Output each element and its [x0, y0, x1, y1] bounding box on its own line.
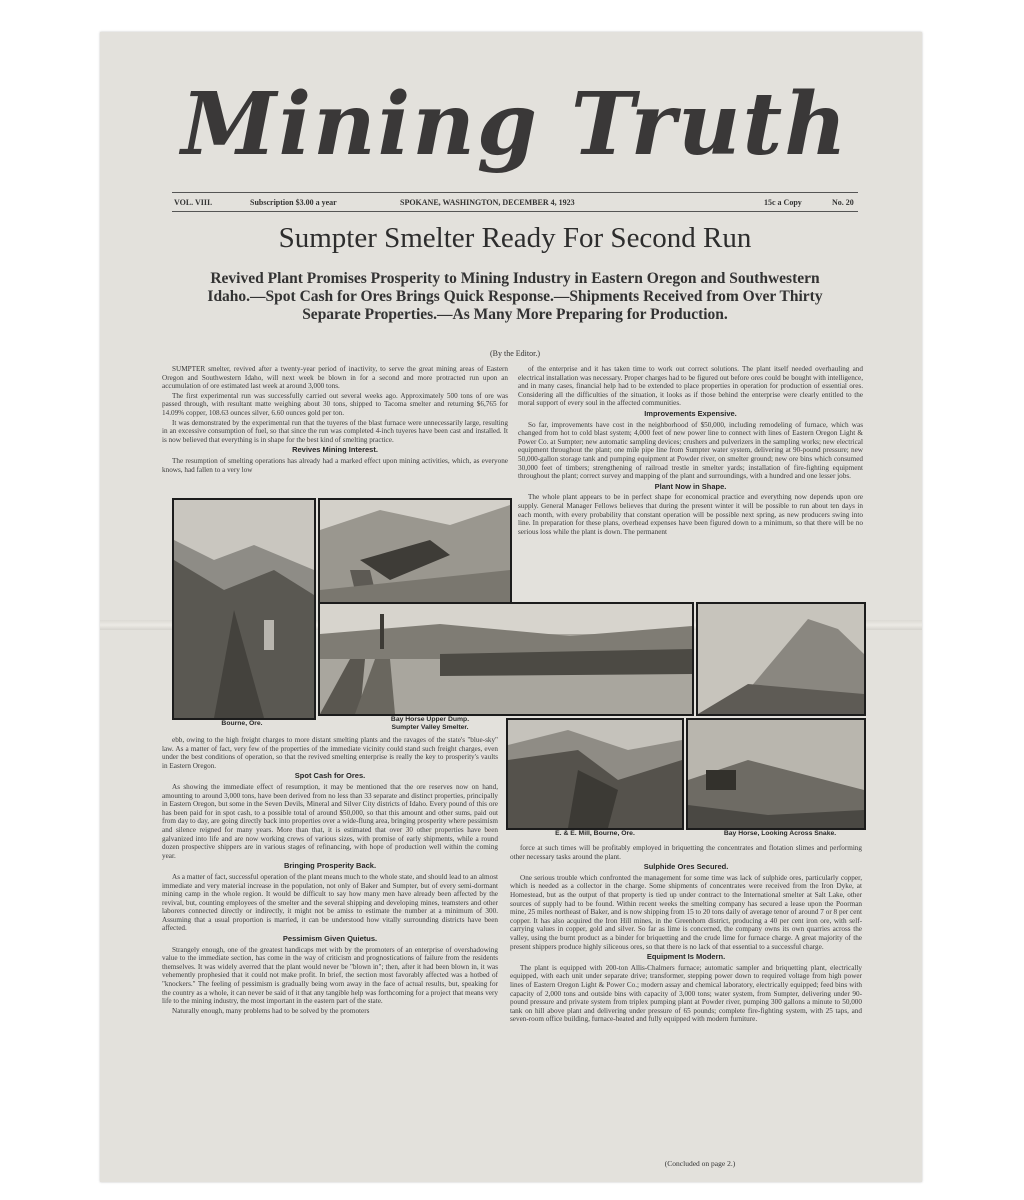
caption-bay-horse-dump: Bay Horse Upper Dump.: [390, 716, 470, 723]
paragraph: The whole plant appears to be in perfect shape for economical practice and everything now depends upon ore supply. General Manager Fellows believes that during the present winter it will be possible to run about ten days in each month, with every probability that constant operation will be possible next spring, as new producers swing into line. In preparation for these plans, overhead expenses have been figured down to a minimum, so that there will be no serious loss while the plant is down. The permanent: [518, 493, 863, 536]
paragraph: So far, improvements have cost in the neighborhood of $50,000, including remodeling of furnace, which was changed from hot to cold blast system; 4,000 feet of new power line to connect with lines of Eastern Oregon Light & Power Co. at Sumpter; new automatic sampling devices; crushers and pulverizers in the sampling works; new electrical equipment throughout the plant; one mile pipe line from Sumpter water system, delivering at 90-pound pressure; new 50,000-gallon storage tank and pumping equipment at Powder river, on smelter ground; new ore bins which consumed 30,000 feet of timbers; strengthening of railroad trestle in smelter yards; installation of fire-fighting equipment throughout the plant; correct survey and mapping of the plant and surroundings, with a hundred and one lesser jobs.: [518, 420, 863, 481]
paragraph: The first experimental run was successfully carried out several weeks ago. Approximately 500 tons of ore was passed through, with resultant matte weighing about 30 tons, shipped to Tacoma smelter and returning $6,765 for 14.09% copper, 108.63 ounces silver, 6.60 ounces gold per ton.: [162, 391, 508, 417]
paragraph: ebb, owing to the high freight charges to more distant smelting plants and the ravages of the state's "blue-sky" law. As a matter of fact, very few of the properties of the immediate vicinity could stand such freight charges, even under the best conditions of operation, so that the revived smelting enterprise is really the key to prosperity's vaults in Eastern Oregon.: [162, 736, 498, 770]
caption-bourne: Bourne, Ore.: [221, 720, 263, 727]
photo-mountain-image: [698, 604, 864, 714]
column-left-lower: [162, 736, 498, 1162]
paragraph: As a matter of fact, successful operation of the plant means much to the whole state, and should lead to an almost immediate and very material increase in the population, not only of Baker and Sumpter, but of every semi-dormant mining camp in the whole region. It would be difficult to say how many men have already been affected by the revival, but, counting employees of the smelter and the several shipping and developing mines, teamsters and other laborers connected directly or indirectly, it might not be amiss to estimate the number at a minimum of 300. Assuming that a usual proportion is married, it can be understood how vitally surrounding districts have been affected.: [162, 872, 498, 933]
paragraph: Naturally enough, many problems had to be solved by the promoters: [172, 1006, 370, 1015]
paragraph: One serious trouble which confronted the management for some time was lack of sulphide ores, particularly copper, which is needed as a collector in the charge. Some shipments of concentrates were received from the Iron Dyke, at Homestead, but as the output of that property is tied up under contract to the International smelter at Salt Lake, other sources of supply had to be found. Within recent weeks the smelting company has secured a lease upon the Poorman mine, 25 miles northeast of Baker, and is now shipping from 15 to 20 tons daily of average tenor of around 7 or 8 per cent copper. It has also acquired the Iron Hill mines, in the Greenhorn district, producing a 40 per cent iron ore, with self-carrying values in copper, gold and silver. So far as lime is concerned, the company owns its own quarries across the valley, using the burnt product as a binder for briquetting and the crude lime for furnace charge. A great majority of the present shippers produce highly siliceous ores, so that there is no lack of that essential to a successful charge.: [510, 873, 862, 951]
column-right-lower: [510, 844, 862, 1156]
caption-sumpter-smelter: Sumpter Valley Smelter.: [391, 724, 469, 731]
photo-bay-horse-dump: [318, 498, 512, 614]
masthead-rule-top: [172, 192, 858, 193]
price-label: 15c a Copy: [764, 198, 802, 207]
issue-number-label: No. 20: [832, 198, 854, 207]
paragraph: Strangely enough, one of the greatest handicaps met with by the promoters of an enterprise of overshadowing value to the immediate section, has come in the way of criticism and prognostications of failure from the residents themselves. It was widely averred that the plant would never be "blown in"; then, after it had been blown in, it was vehemently prophesied that it could not make profit. In brief, the section most favorably affected was a hotbed of "knockers." The feeling of pessimism is gradually being worn away in the face of actual results, but, speaking for the country as a whole, it can never be said of it that any tangible help was forthcoming for a project that means very life to the mining industry, the most important in the eastern part of the state.: [162, 945, 498, 1006]
photo-mountain: [696, 602, 866, 716]
caption-bay-horse-snake: Bay Horse, Looking Across Snake.: [723, 830, 837, 837]
subheading-revives: Revives Mining Interest.: [292, 445, 378, 455]
article-deck: Revived Plant Promises Prosperity to Mining Industry in Eastern Oregon and Southwestern Idaho.—Spot Cash for Ores Brings Quick Response.—Shipments Received from Over Thirty Separate Properties.—As Many More Preparing for Production.: [207, 270, 823, 323]
photo-ee-mill: [506, 718, 684, 830]
photo-bay-horse-dump-image: [320, 500, 510, 612]
paragraph: The plant is equipped with 200-ton Allis-Chalmers furnace; automatic sampler and briquetting plant, electrically equipped, with each unit under separate drive; transformer, stepping power down to required voltage from high power lines of Eastern Oregon Light & Power Co.; modern assay and chemical laboratory, electrically equipped; feed bins with capacity of 2,000 tons and outside bins with capacity of 3,000 tons; water system, from Sumpter, delivering under 90-pound pressure and private system from triplex pumping plant at Powder river, pumping 300 gallons a minute to 50,000 tank on hill above plant and delivering under pressure of 65 pounds; complete fire-fighting system, with 25 taps, and seven-room office building, furnace-heated and fully equipped with modern furniture.: [510, 963, 862, 1024]
caption-ee-mill: E. & E. Mill, Bourne, Ore.: [555, 830, 635, 837]
subheading-prosperity: Bringing Prosperity Back.: [283, 861, 377, 871]
photo-bourne-image: [174, 500, 314, 718]
photo-bay-horse-snake-image: [688, 720, 864, 828]
article-headline: Sumpter Smelter Ready For Second Run: [278, 222, 752, 254]
continued-note: (Concluded on page 2.): [664, 1159, 736, 1168]
paragraph: It was demonstrated by the experimental run that the tuyeres of the blast furnace were unnecessarily large, resulting in an excessive consumption of fuel, so that since the run was completed 4-inch tuyeres have been cast and installed. It is now believed that everything is in shape for the best kind of smelting practice.: [162, 418, 508, 444]
volume-label: VOL. VIII.: [174, 198, 213, 207]
newspaper-page: [100, 32, 922, 1182]
photo-sumpter-smelter-image: [320, 604, 692, 714]
place-date-label: SPOKANE, WASHINGTON, DECEMBER 4, 1923: [400, 198, 575, 207]
paragraph: of the enterprise and it has taken time to work out correct solutions. The plant itself needed overhauling and electrical installation was necessary. Proper charges had to be figured out before ores could be bought with intelligence, and in many cases, financial help had to be extended to place properties in operation for production of essential ores. Considering all the difficulties of the situation, it looks as if those behind the enterprise were clearly entitled to the moral support of every soul in the affected communities.: [518, 365, 863, 408]
subheading-improvements: Improvements Expensive.: [644, 408, 737, 418]
column-left-upper: [162, 365, 508, 493]
photo-sumpter-smelter: [318, 602, 694, 716]
paragraph: force at such times will be profitably employed in briquetting the concentrates and flotation slimes and performing other necessary tasks around the plant.: [510, 844, 862, 861]
masthead-title: Mining Truth: [181, 74, 849, 175]
subheading-sulphide: Sulphide Ores Secured.: [643, 862, 729, 872]
paragraph: As showing the immediate effect of resumption, it may be mentioned that the ore reserves now on hand, amounting to around 3,000 tons, have been derived from no less than 33 separate and distinct properties, principally in Eastern Oregon, but some in the Seven Devils, Mineral and Silver City districts of Idaho. Every pound of this ore has been paid for in spot cash, to a possible total of around $50,000, so that this amount and other sums, paid out from day to day, are going directly back into properties over a wide-flung area, bringing prosperity where pessimism and silence reigned for many years. More than that, it is estimated that over 30 other properties have been galvanized into life and are now working crews of various sizes, with promise of early shipments, while a round dozen prospective shippers are in various stages of refinancing, with hope of production well within the coming year.: [162, 782, 498, 860]
subheading-plant-shape: Plant Now in Shape.: [654, 481, 727, 491]
masthead-rule-bottom: [172, 211, 858, 212]
photo-ee-mill-image: [508, 720, 682, 828]
paragraph: SUMPTER smelter, revived after a twenty-year period of inactivity, to serve the great mining areas of Eastern Oregon and Southwestern Idaho, will next week be blown in for a second and more protracted run upon an accumulation of ore estimated last week at around 3,000 tons.: [162, 365, 508, 391]
subheading-pessimism: Pessimism Given Quietus.: [282, 934, 378, 944]
subheading-spot-cash: Spot Cash for Ores.: [294, 771, 366, 781]
paragraph: The resumption of smelting operations has already had a marked effect upon mining activities, which, as everyone knows, had fallen to a very low: [162, 456, 508, 474]
photo-bay-horse-snake: [686, 718, 866, 830]
column-right-upper: [518, 365, 863, 635]
dateline: [172, 196, 858, 210]
subscription-label: Subscription $3.00 a year: [250, 198, 337, 207]
article-byline: (By the Editor.): [490, 349, 540, 358]
subheading-equipment: Equipment Is Modern.: [646, 952, 726, 962]
photo-bourne: [172, 498, 316, 720]
